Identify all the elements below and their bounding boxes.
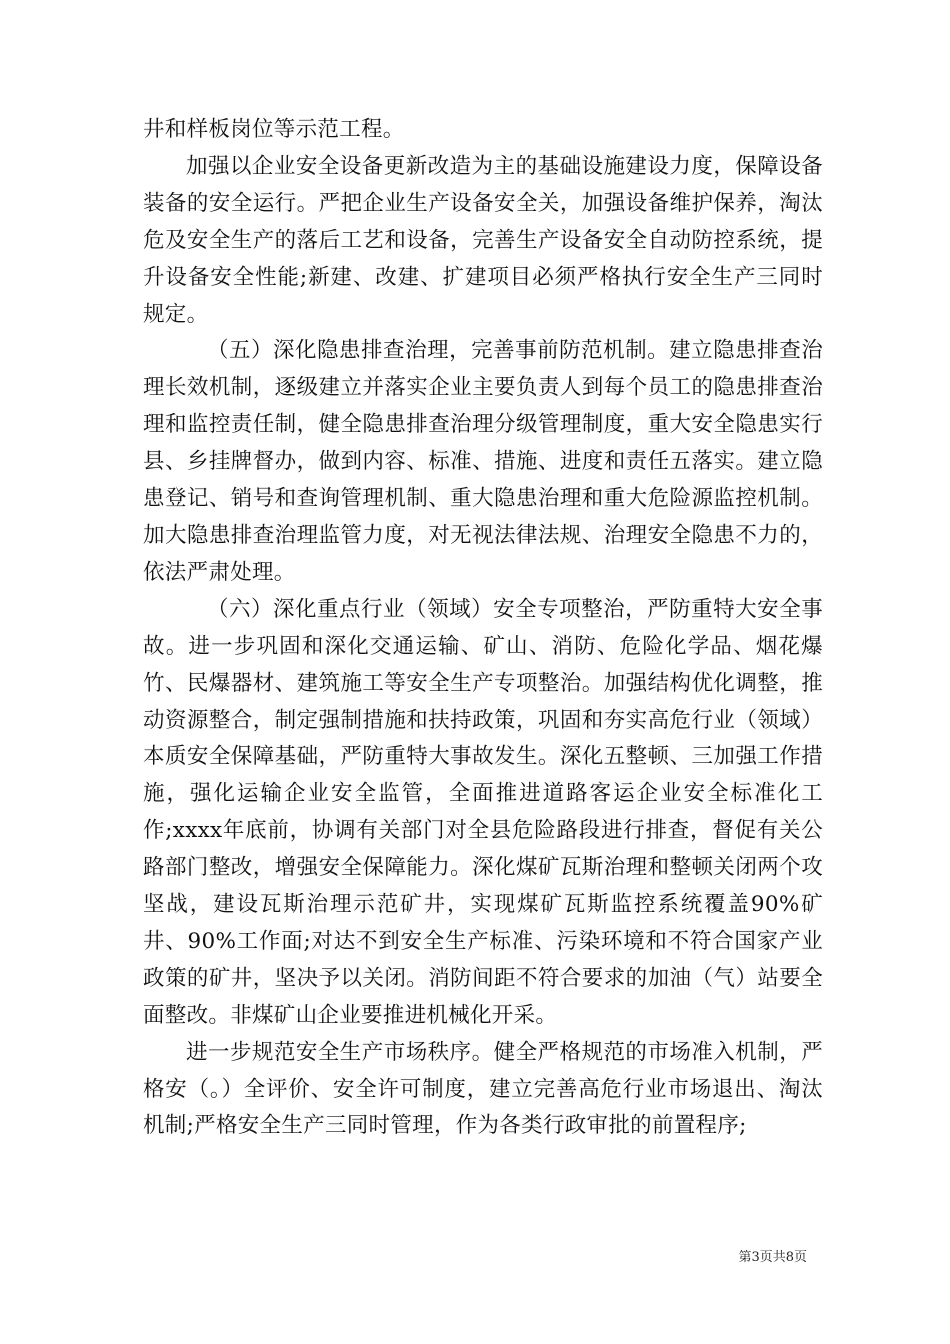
paragraph-continuation: 井和样板岗位等示范工程。 (143, 117, 405, 142)
paragraph-section-five: （五）深化隐患排查治理，完善事前防范机制。建立隐患排查治理长效机制，逐级建立并落实企业主要负责人到每个员工的隐患排查治理和监控责任制，健全隐患排查治理分级管理制度，重大安全隐患实行县、乡挂牌督办，做到内容、标准、措施、进度和责任五落实。建立隐患登记、销号和查询管理机制、重大隐患治理和重大危险源监控机制。加大隐患排查治理监管力度，对无视法律法规、治理安全隐患不力的，依法严肃处理。 (143, 338, 823, 585)
page-number: 第3页共8页 (738, 1250, 807, 1265)
paragraph-equipment: 加强以企业安全设备更新改造为主的基础设施建设力度，保障设备装备的安全运行。严把企业生产设备安全关，加强设备维护保养，淘汰危及安全生产的落后工艺和设备，完善生产设备安全自动防控系统，提升设备安全性能;新建、改建、扩建项目必须严格执行安全生产三同时规定。 (143, 153, 823, 327)
paragraph-market-order: 进一步规范安全生产市场秩序。健全严格规范的市场准入机制，严格安（。）全评价、安全许可制度，建立完善高危行业市场退出、淘汰机制;严格安全生产三同时管理，作为各类行政审批的前置程序; (143, 1039, 823, 1139)
document-body (143, 112, 823, 1145)
paragraph-section-six: （六）深化重点行业（领域）安全专项整治，严防重特大安全事故。进一步巩固和深化交通运输、矿山、消防、危险化学品、烟花爆竹、民爆器材、建筑施工等安全生产专项整治。加强结构优化调整，推动资源整合，制定强制措施和扶持政策，巩固和夯实高危行业（领域）本质安全保障基础，严防重特大事故发生。深化五整顿、三加强工作措施，强化运输企业安全监管，全面推进道路客运企业安全标准化工作;xxxx年底前，协调有关部门对全县危险路段进行排查，督促有关公路部门整改，增强安全保障能力。深化煤矿瓦斯治理和整顿关闭两个攻坚战，建设瓦斯治理示范矿井，实现煤矿瓦斯监控系统覆盖90%矿井、90%工作面;对达不到安全生产标准、污染环境和不符合国家产业政策的矿井，坚决予以关闭。消防间距不符合要求的加油（气）站要全面整改。非煤矿山企业要推进机械化开采。 (143, 596, 823, 1028)
